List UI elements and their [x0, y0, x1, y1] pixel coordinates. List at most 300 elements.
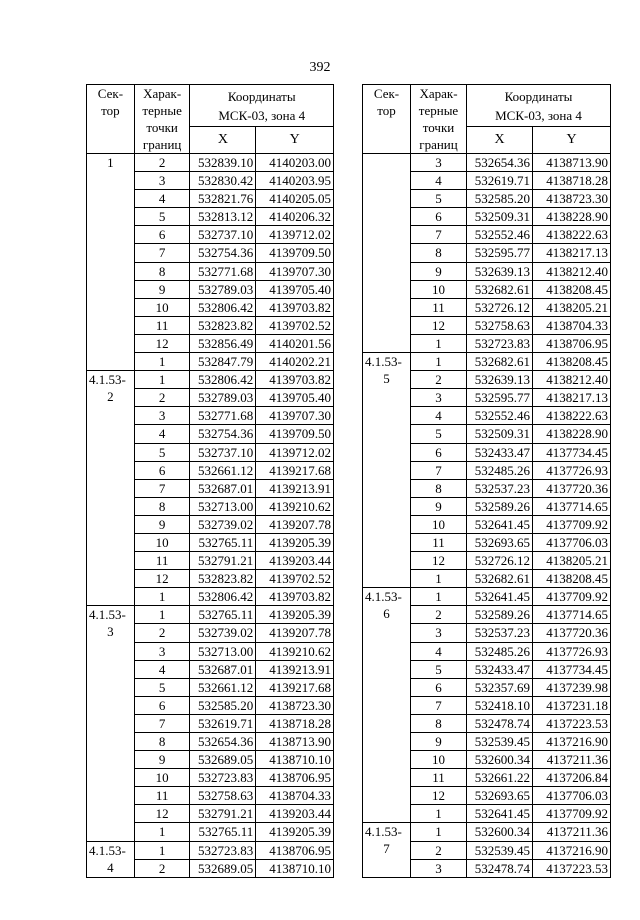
y-coordinate-cell: 4138706.95	[533, 334, 611, 352]
y-coordinate-cell: 4137720.36	[533, 479, 611, 497]
sector-header-line2: тор	[377, 103, 396, 118]
point-number-cell: 9	[134, 515, 190, 533]
sector-id-line2: 4	[107, 859, 114, 875]
y-coordinate-cell: 4138212.40	[533, 371, 611, 389]
y-coordinate-cell: 4139205.39	[256, 533, 334, 551]
x-coordinate-cell: 532693.65	[467, 533, 533, 551]
x-coordinate-cell: 532585.20	[467, 190, 533, 208]
x-coordinate-cell: 532539.45	[467, 733, 533, 751]
y-coordinate-cell: 4139207.78	[256, 515, 334, 533]
y-coordinate-cell: 4138706.95	[256, 841, 334, 859]
x-coordinate-cell: 532737.10	[190, 226, 256, 244]
point-number-cell: 1	[411, 334, 467, 352]
point-number-cell: 8	[411, 244, 467, 262]
sector-id-line2: 3	[107, 624, 114, 640]
x-coordinate-cell: 532595.77	[467, 389, 533, 407]
point-number-cell: 1	[411, 353, 467, 371]
x-coordinate-cell: 532754.36	[190, 425, 256, 443]
points-header-line4: границ	[142, 137, 182, 152]
sector-header-line2: тор	[101, 103, 120, 118]
y-coordinate-cell: 4137734.45	[533, 660, 611, 678]
point-number-cell: 7	[134, 244, 190, 262]
table-row	[363, 588, 611, 606]
point-number-cell: 11	[411, 298, 467, 316]
x-coordinate-cell: 532585.20	[190, 696, 256, 714]
y-coordinate-cell: 4137720.36	[533, 624, 611, 642]
point-number-cell: 3	[411, 154, 467, 172]
x-coordinate-cell: 532754.36	[190, 244, 256, 262]
y-header: Y	[533, 127, 611, 154]
sector-header-line1: Сек-	[373, 86, 400, 101]
point-number-cell: 10	[134, 298, 190, 316]
y-coordinate-cell: 4138710.10	[256, 859, 334, 877]
point-number-cell: 10	[411, 751, 467, 769]
point-number-cell: 7	[134, 479, 190, 497]
point-number-cell: 9	[134, 751, 190, 769]
point-number-cell: 12	[134, 334, 190, 352]
sector-cell	[87, 154, 135, 371]
x-coordinate-cell: 532478.74	[467, 859, 533, 877]
point-number-cell: 5	[411, 190, 467, 208]
y-coordinate-cell: 4137734.45	[533, 443, 611, 461]
y-coordinate-cell: 4140203.95	[256, 172, 334, 190]
point-number-cell: 1	[411, 805, 467, 823]
point-number-cell: 10	[411, 515, 467, 533]
x-coordinate-cell: 532713.00	[190, 497, 256, 515]
y-coordinate-cell: 4140202.21	[256, 353, 334, 371]
x-coordinate-cell: 532485.26	[467, 461, 533, 479]
x-coordinate-cell: 532485.26	[467, 642, 533, 660]
y-coordinate-cell: 4139217.68	[256, 678, 334, 696]
x-coordinate-cell: 532641.45	[467, 588, 533, 606]
point-number-cell: 3	[411, 389, 467, 407]
x-header: X	[190, 127, 256, 154]
point-number-cell: 11	[134, 316, 190, 334]
page-number: 392	[309, 60, 331, 75]
x-coordinate-cell: 532765.11	[190, 606, 256, 624]
points-header-line3: точки	[422, 120, 455, 135]
point-number-cell: 12	[134, 570, 190, 588]
x-coordinate-cell: 532654.36	[190, 733, 256, 751]
point-number-cell: 6	[411, 208, 467, 226]
y-coordinate-cell: 4139205.39	[256, 606, 334, 624]
y-coordinate-cell: 4137223.53	[533, 859, 611, 877]
y-coordinate-cell: 4139203.44	[256, 552, 334, 570]
x-coordinate-cell: 532737.10	[190, 443, 256, 461]
x-coordinate-cell: 532682.61	[467, 570, 533, 588]
x-coordinate-cell: 532726.12	[467, 552, 533, 570]
point-number-cell: 12	[134, 805, 190, 823]
sector-cell	[363, 823, 411, 877]
x-coordinate-cell: 532589.26	[467, 606, 533, 624]
point-number-cell: 8	[134, 733, 190, 751]
points-header-line2: терные	[418, 103, 459, 118]
x-coordinate-cell: 532433.47	[467, 443, 533, 461]
point-number-cell: 12	[411, 316, 467, 334]
y-coordinate-cell: 4139707.30	[256, 407, 334, 425]
x-coordinate-cell: 532661.12	[190, 678, 256, 696]
y-coordinate-cell: 4138713.90	[533, 154, 611, 172]
point-number-cell: 1	[134, 841, 190, 859]
x-coordinate-cell: 532537.23	[467, 479, 533, 497]
x-coordinate-cell: 532641.45	[467, 515, 533, 533]
x-coordinate-cell: 532478.74	[467, 714, 533, 732]
point-number-cell: 4	[411, 642, 467, 660]
coordinates-table-right	[362, 84, 611, 878]
y-coordinate-cell: 4137206.84	[533, 769, 611, 787]
point-number-cell: 1	[134, 371, 190, 389]
points-header-line3: точки	[146, 120, 178, 135]
table-row	[363, 353, 611, 371]
sector-id-line1: 4.1.53-	[365, 824, 402, 840]
point-number-cell: 11	[134, 787, 190, 805]
point-number-cell: 5	[411, 425, 467, 443]
point-number-cell: 7	[411, 226, 467, 244]
sector-cell	[87, 606, 135, 841]
sector-id-line1: 4.1.53-	[89, 372, 126, 388]
y-coordinate-cell: 4137714.65	[533, 497, 611, 515]
y-coordinate-cell: 4138718.28	[256, 714, 334, 732]
y-coordinate-cell: 4137216.90	[533, 841, 611, 859]
y-coordinate-cell: 4138208.45	[533, 280, 611, 298]
x-coordinate-cell: 532723.83	[190, 769, 256, 787]
x-coordinate-cell: 532723.83	[467, 334, 533, 352]
sector-id-line2: 2	[107, 389, 114, 405]
y-coordinate-cell: 4140201.56	[256, 334, 334, 352]
point-number-cell: 8	[411, 479, 467, 497]
y-coordinate-cell: 4137726.93	[533, 461, 611, 479]
x-coordinate-cell: 532723.83	[190, 841, 256, 859]
y-coordinate-cell: 4139217.68	[256, 461, 334, 479]
y-coordinate-cell: 4137239.98	[533, 678, 611, 696]
x-coordinate-cell: 532600.34	[467, 751, 533, 769]
point-number-cell: 6	[134, 696, 190, 714]
x-coordinate-cell: 532539.45	[467, 841, 533, 859]
y-coordinate-cell: 4140206.32	[256, 208, 334, 226]
x-coordinate-cell: 532418.10	[467, 696, 533, 714]
x-coordinate-cell: 532823.82	[190, 570, 256, 588]
points-header-line4: границ	[419, 137, 458, 152]
y-coordinate-cell: 4138710.10	[256, 751, 334, 769]
x-coordinate-cell: 532806.42	[190, 298, 256, 316]
x-coordinate-cell: 532739.02	[190, 624, 256, 642]
y-coordinate-cell: 4137709.92	[533, 515, 611, 533]
point-number-cell: 1	[134, 606, 190, 624]
x-coordinate-cell: 532619.71	[467, 172, 533, 190]
x-coordinate-cell: 532689.05	[190, 859, 256, 877]
point-number-cell: 1	[411, 570, 467, 588]
x-coordinate-cell: 532765.11	[190, 533, 256, 551]
point-number-cell: 4	[134, 660, 190, 678]
point-number-cell: 2	[134, 624, 190, 642]
point-number-cell: 8	[134, 497, 190, 515]
point-number-cell: 2	[411, 371, 467, 389]
x-coordinate-cell: 532661.22	[467, 769, 533, 787]
y-coordinate-cell: 4139210.62	[256, 497, 334, 515]
y-coordinate-cell: 4139712.02	[256, 443, 334, 461]
point-number-cell: 7	[411, 696, 467, 714]
points-header	[411, 85, 467, 154]
x-coordinate-cell: 532758.63	[190, 787, 256, 805]
x-coordinate-cell: 532654.36	[467, 154, 533, 172]
x-coordinate-cell: 532689.05	[190, 751, 256, 769]
point-number-cell: 4	[134, 425, 190, 443]
coordinates-table-left	[86, 84, 334, 878]
point-number-cell: 3	[411, 859, 467, 877]
x-coordinate-cell: 532509.31	[467, 208, 533, 226]
point-number-cell: 2	[134, 859, 190, 877]
y-coordinate-cell: 4138704.33	[533, 316, 611, 334]
table-body-right	[363, 154, 611, 878]
x-coordinate-cell: 532791.21	[190, 805, 256, 823]
y-coordinate-cell: 4139205.39	[256, 823, 334, 841]
x-coordinate-cell: 532830.42	[190, 172, 256, 190]
y-coordinate-cell: 4139709.50	[256, 244, 334, 262]
table-row	[87, 841, 334, 859]
y-coordinate-cell: 4137216.90	[533, 733, 611, 751]
point-number-cell: 1	[134, 823, 190, 841]
coords-header-line1: Координаты	[227, 88, 296, 104]
point-number-cell: 6	[134, 461, 190, 479]
y-coordinate-cell: 4138217.13	[533, 244, 611, 262]
x-coordinate-cell: 532821.76	[190, 190, 256, 208]
y-coordinate-cell: 4139702.52	[256, 570, 334, 588]
x-coordinate-cell: 532509.31	[467, 425, 533, 443]
x-coordinate-cell: 532806.42	[190, 371, 256, 389]
points-header-line1: Харак-	[143, 86, 182, 101]
y-coordinate-cell: 4139705.40	[256, 389, 334, 407]
y-coordinate-cell: 4137706.03	[533, 787, 611, 805]
point-number-cell: 1	[411, 588, 467, 606]
x-header: X	[467, 127, 533, 154]
point-number-cell: 7	[411, 461, 467, 479]
x-coordinate-cell: 532661.12	[190, 461, 256, 479]
y-coordinate-cell: 4137211.36	[533, 751, 611, 769]
y-coordinate-cell: 4138706.95	[256, 769, 334, 787]
sector-id-line2: 7	[383, 841, 390, 857]
table-row	[87, 606, 334, 624]
x-coordinate-cell: 532771.68	[190, 407, 256, 425]
sector-id-line2: 5	[383, 371, 390, 387]
coords-header-line1: Координаты	[504, 88, 573, 104]
x-coordinate-cell: 532823.82	[190, 316, 256, 334]
x-coordinate-cell: 532856.49	[190, 334, 256, 352]
y-coordinate-cell: 4139712.02	[256, 226, 334, 244]
x-coordinate-cell: 532813.12	[190, 208, 256, 226]
y-coordinate-cell: 4138228.90	[533, 208, 611, 226]
point-number-cell: 6	[411, 443, 467, 461]
y-coordinate-cell: 4139709.50	[256, 425, 334, 443]
x-coordinate-cell: 532789.03	[190, 389, 256, 407]
x-coordinate-cell: 532537.23	[467, 624, 533, 642]
y-coordinate-cell: 4138222.63	[533, 226, 611, 244]
point-number-cell: 5	[134, 443, 190, 461]
sector-header-line1: Сек-	[97, 86, 124, 101]
sector-cell	[87, 371, 135, 606]
y-coordinate-cell: 4138212.40	[533, 262, 611, 280]
x-coordinate-cell: 532639.13	[467, 371, 533, 389]
point-number-cell: 12	[411, 552, 467, 570]
sector-cell	[87, 841, 135, 877]
sector-cell	[363, 588, 411, 823]
x-coordinate-cell: 532600.34	[467, 823, 533, 841]
point-number-cell: 2	[411, 841, 467, 859]
y-coordinate-cell: 4139703.82	[256, 298, 334, 316]
y-header: Y	[256, 127, 334, 154]
point-number-cell: 3	[134, 642, 190, 660]
y-coordinate-cell: 4139705.40	[256, 280, 334, 298]
points-header-line1: Харак-	[419, 86, 458, 101]
x-coordinate-cell: 532682.61	[467, 353, 533, 371]
point-number-cell: 5	[134, 678, 190, 696]
point-number-cell: 4	[134, 190, 190, 208]
y-coordinate-cell: 4137709.92	[533, 588, 611, 606]
y-coordinate-cell: 4138208.45	[533, 570, 611, 588]
sector-id-line1: 4.1.53-	[365, 354, 402, 370]
coords-header-line2: МСК-03, зона 4	[495, 107, 582, 123]
x-coordinate-cell: 532552.46	[467, 407, 533, 425]
y-coordinate-cell: 4138713.90	[256, 733, 334, 751]
point-number-cell: 10	[134, 769, 190, 787]
sector-cell	[363, 154, 411, 353]
x-coordinate-cell: 532357.69	[467, 678, 533, 696]
y-coordinate-cell: 4138718.28	[533, 172, 611, 190]
y-coordinate-cell: 4138217.13	[533, 389, 611, 407]
sector-header	[363, 85, 411, 154]
point-number-cell: 2	[134, 154, 190, 172]
point-number-cell: 4	[411, 172, 467, 190]
x-coordinate-cell: 532806.42	[190, 588, 256, 606]
y-coordinate-cell: 4138704.33	[256, 787, 334, 805]
x-coordinate-cell: 532682.61	[467, 280, 533, 298]
table-body-left	[87, 154, 334, 878]
y-coordinate-cell: 4138222.63	[533, 407, 611, 425]
y-coordinate-cell: 4138723.30	[256, 696, 334, 714]
point-number-cell: 3	[134, 172, 190, 190]
x-coordinate-cell: 532552.46	[467, 226, 533, 244]
x-coordinate-cell: 532739.02	[190, 515, 256, 533]
y-coordinate-cell: 4139702.52	[256, 316, 334, 334]
x-coordinate-cell: 532687.01	[190, 660, 256, 678]
point-number-cell: 9	[411, 262, 467, 280]
y-coordinate-cell: 4137223.53	[533, 714, 611, 732]
point-number-cell: 5	[134, 208, 190, 226]
point-number-cell: 8	[134, 262, 190, 280]
point-number-cell: 9	[411, 497, 467, 515]
x-coordinate-cell: 532433.47	[467, 660, 533, 678]
x-coordinate-cell: 532641.45	[467, 805, 533, 823]
x-coordinate-cell: 532639.13	[467, 262, 533, 280]
point-number-cell: 3	[411, 624, 467, 642]
y-coordinate-cell: 4139210.62	[256, 642, 334, 660]
y-coordinate-cell: 4140205.05	[256, 190, 334, 208]
y-coordinate-cell: 4137709.92	[533, 805, 611, 823]
point-number-cell: 2	[134, 389, 190, 407]
y-coordinate-cell: 4138205.21	[533, 298, 611, 316]
y-coordinate-cell: 4137706.03	[533, 533, 611, 551]
point-number-cell: 6	[411, 678, 467, 696]
x-coordinate-cell: 532619.71	[190, 714, 256, 732]
y-coordinate-cell: 4137231.18	[533, 696, 611, 714]
coords-header	[190, 85, 334, 127]
x-coordinate-cell: 532726.12	[467, 298, 533, 316]
sector-id-line1: 4.1.53-	[365, 589, 402, 605]
point-number-cell: 11	[411, 769, 467, 787]
table-row	[87, 154, 334, 172]
point-number-cell: 5	[411, 660, 467, 678]
point-number-cell: 4	[411, 407, 467, 425]
y-coordinate-cell: 4138723.30	[533, 190, 611, 208]
sector-id-line1: 1	[107, 155, 114, 170]
point-number-cell: 12	[411, 787, 467, 805]
y-coordinate-cell: 4140203.00	[256, 154, 334, 172]
point-number-cell: 1	[411, 823, 467, 841]
x-coordinate-cell: 532595.77	[467, 244, 533, 262]
point-number-cell: 7	[134, 714, 190, 732]
point-number-cell: 10	[134, 533, 190, 551]
y-coordinate-cell: 4137211.36	[533, 823, 611, 841]
point-number-cell: 8	[411, 714, 467, 732]
x-coordinate-cell: 532758.63	[467, 316, 533, 334]
y-coordinate-cell: 4139213.91	[256, 660, 334, 678]
x-coordinate-cell: 532693.65	[467, 787, 533, 805]
point-number-cell: 11	[411, 533, 467, 551]
y-coordinate-cell: 4139703.82	[256, 588, 334, 606]
point-number-cell: 1	[134, 588, 190, 606]
point-number-cell: 1	[134, 353, 190, 371]
x-coordinate-cell: 532589.26	[467, 497, 533, 515]
point-number-cell: 10	[411, 280, 467, 298]
sector-id-line2: 6	[383, 606, 390, 622]
points-header	[134, 85, 190, 154]
coords-header	[467, 85, 611, 127]
y-coordinate-cell: 4138208.45	[533, 353, 611, 371]
point-number-cell: 2	[411, 606, 467, 624]
sector-id-line1: 4.1.53-	[89, 607, 126, 623]
sector-header	[87, 85, 135, 154]
x-coordinate-cell: 532713.00	[190, 642, 256, 660]
y-coordinate-cell: 4139203.44	[256, 805, 334, 823]
point-number-cell: 9	[411, 733, 467, 751]
y-coordinate-cell: 4137714.65	[533, 606, 611, 624]
point-number-cell: 11	[134, 552, 190, 570]
sector-id-line1: 4.1.53-	[89, 842, 126, 858]
x-coordinate-cell: 532687.01	[190, 479, 256, 497]
points-header-line2: терные	[142, 103, 182, 118]
y-coordinate-cell: 4139707.30	[256, 262, 334, 280]
table-row	[87, 371, 334, 389]
table-row	[363, 154, 611, 172]
x-coordinate-cell: 532771.68	[190, 262, 256, 280]
point-number-cell: 6	[134, 226, 190, 244]
x-coordinate-cell: 532765.11	[190, 823, 256, 841]
y-coordinate-cell: 4139207.78	[256, 624, 334, 642]
y-coordinate-cell: 4137726.93	[533, 642, 611, 660]
y-coordinate-cell: 4139703.82	[256, 371, 334, 389]
point-number-cell: 9	[134, 280, 190, 298]
x-coordinate-cell: 532847.79	[190, 353, 256, 371]
y-coordinate-cell: 4138205.21	[533, 552, 611, 570]
sector-cell	[363, 353, 411, 588]
table-row	[363, 823, 611, 841]
coords-header-line2: МСК-03, зона 4	[218, 107, 306, 123]
y-coordinate-cell: 4139213.91	[256, 479, 334, 497]
x-coordinate-cell: 532789.03	[190, 280, 256, 298]
point-number-cell: 3	[134, 407, 190, 425]
y-coordinate-cell: 4138228.90	[533, 425, 611, 443]
x-coordinate-cell: 532839.10	[190, 154, 256, 172]
x-coordinate-cell: 532791.21	[190, 552, 256, 570]
